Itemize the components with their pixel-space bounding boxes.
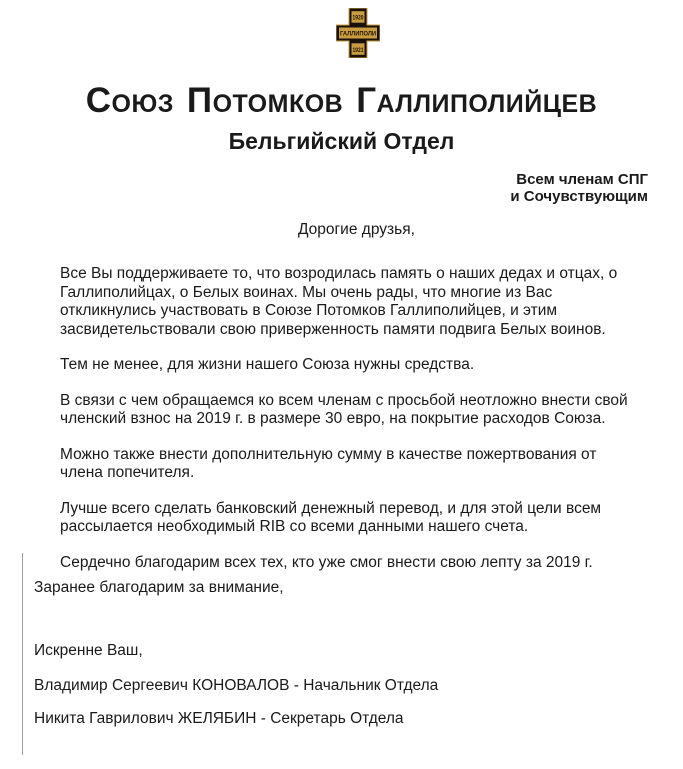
closing-line: Искренне Ваш,: [34, 642, 143, 659]
signature-line-1: Владимир Сергеевич КОНОВАЛОВ - Начальник Отдела: [34, 677, 439, 694]
salutation: Дорогие друзья,: [298, 221, 415, 238]
organization-title: [0, 80, 683, 121]
title-word: СОЮЗ: [85, 81, 174, 120]
gallipoli-cross-icon: [336, 8, 380, 58]
emblem-year-top: 1920: [352, 15, 365, 22]
letter-paragraph: Сердечно благодарим всех тех, кто уже смог внести свою лепту за 2019 г.: [60, 553, 593, 571]
section-subtitle: Бельгийский Отдел: [228, 128, 455, 154]
title-word: ПОТОМКОВ: [186, 81, 344, 120]
signature-line-2: Никита Гаврилович ЖЕЛЯБИН - Секретарь Отдела: [34, 710, 404, 727]
recipient-line-1: Всем членам СПГ: [516, 171, 648, 188]
title-word: ГАЛЛИПОЛИЙЦЕВ: [356, 81, 598, 120]
emblem-name: ГАЛЛИПОЛИ: [340, 30, 377, 38]
letter-paragraph: В связи с чем обращаемся ко всем членам с просьбой неотложно внести свой членский взнос на 2019 г. в размере 30 евро, на покрытие расходов Союза.: [60, 391, 628, 427]
gallipoli-cross-emblem: [336, 8, 380, 58]
recipient-line-2: и Сочувствующим: [510, 188, 648, 205]
thanks-line: Заранее благодарим за внимание,: [34, 579, 284, 596]
emblem-year-bottom: 1921: [352, 47, 365, 54]
left-margin-rule: [22, 553, 23, 755]
letter-body: [60, 265, 633, 589]
recipient-block: [510, 171, 648, 205]
letter-paragraph: Тем не менее, для жизни нашего Союза нужны средства.: [60, 356, 475, 373]
letter-paragraph: Можно также внести дополнительную сумму в качестве пожертвования от члена попечителя.: [60, 445, 597, 481]
letter-paragraph: Лучше всего сделать банковский денежный перевод, и для этой цели всем рассылается необходимый RIB со всеми данными нашего счета.: [60, 499, 602, 535]
letter-paragraph: Все Вы поддерживаете то, что возродилась память о наших дедах и отцах, о Галлиполийцах, о Белых воинах. Мы очень рады, что многие из Вас откликнулись участвовать в Союзе Потомков Галлиполийцев, и этим засвидетельствовали свою приверженность памяти подвига Белых воинов.: [60, 265, 618, 338]
